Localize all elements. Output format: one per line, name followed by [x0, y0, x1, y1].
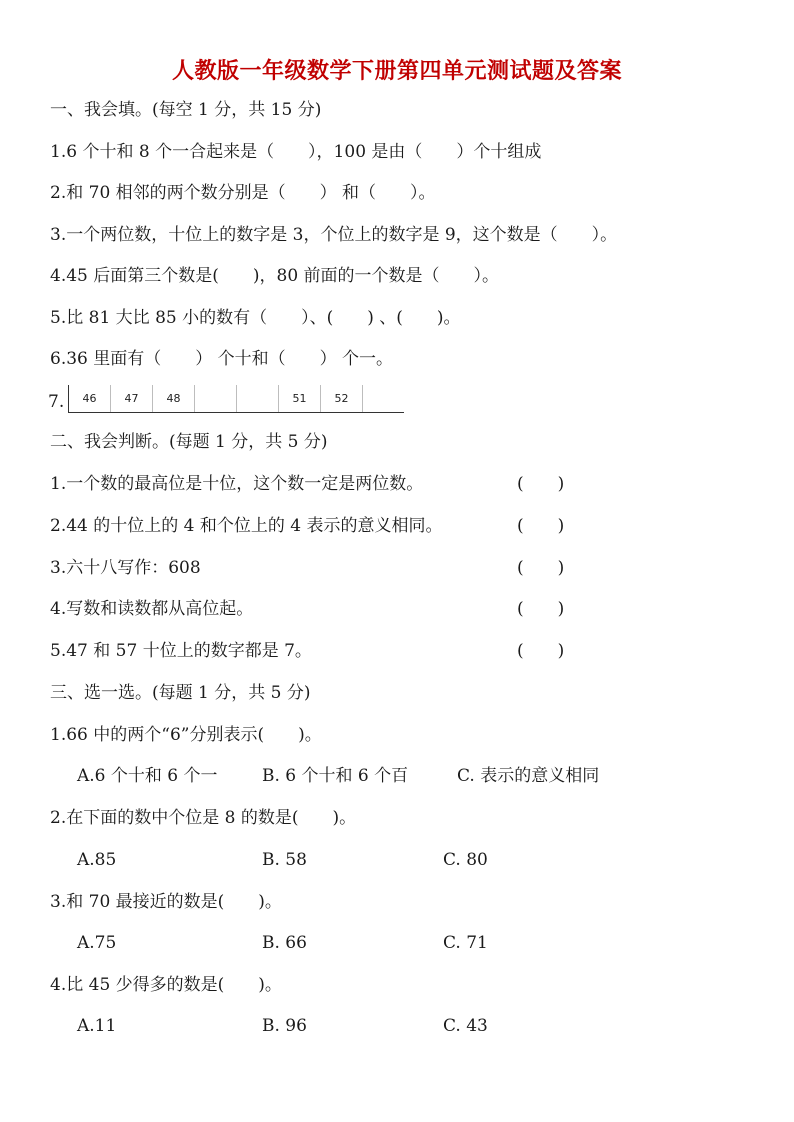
choice-option-a: A.85 [77, 850, 117, 870]
section2-heading: 二、我会判断。(每题 1 分，共 5 分) [50, 432, 328, 452]
number-cell: 51 [279, 385, 321, 412]
choice-option-c: C. 表示的意义相同 [457, 766, 600, 786]
number-line-table [68, 385, 404, 413]
section3-heading: 三、选一选。(每题 1 分，共 5 分) [50, 683, 311, 703]
number-cell: 46 [69, 385, 111, 412]
fill-question-4: 4.45 后面第三个数是( )，80 前面的一个数是（ ）。 [50, 266, 500, 286]
number-cell: 47 [111, 385, 153, 412]
judge-bracket: ( ) [517, 558, 565, 578]
page-title: 人教版一年级数学下册第四单元测试题及答案 [171, 59, 622, 84]
judge-bracket: ( ) [517, 516, 565, 536]
judge-bracket: ( ) [517, 474, 565, 494]
fill-question-6: 6.36 里面有（ ） 个十和（ ） 个一。 [50, 349, 394, 369]
number-cell-blank [363, 385, 404, 412]
fill-question-7-label: 7. [48, 392, 65, 412]
fill-question-2: 2.和 70 相邻的两个数分别是（ ） 和（ ）。 [50, 183, 436, 203]
choice-option-a: A.75 [77, 933, 117, 953]
choice-question-4: 4.比 45 少得多的数是( )。 [50, 975, 282, 995]
judge-question-2: 2.44 的十位上的 4 和个位上的 4 表示的意义相同。 [50, 516, 443, 536]
number-cell-blank [237, 385, 279, 412]
judge-bracket: ( ) [517, 599, 565, 619]
fill-question-1: 1.6 个十和 8 个一合起来是（ ），100 是由（ ）个十组成 [50, 142, 542, 162]
choice-option-b: B. 6 个十和 6 个百 [262, 766, 409, 786]
choice-option-c: C. 80 [443, 850, 488, 870]
choice-option-b: B. 66 [262, 933, 307, 953]
choice-question-2: 2.在下面的数中个位是 8 的数是( )。 [50, 808, 357, 828]
judge-bracket: ( ) [517, 641, 565, 661]
number-cell: 52 [321, 385, 363, 412]
choice-option-c: C. 43 [443, 1016, 488, 1036]
number-cell-blank [195, 385, 237, 412]
choice-question-3: 3.和 70 最接近的数是( )。 [50, 892, 282, 912]
choice-option-a: A.11 [77, 1016, 117, 1036]
section1-heading: 一、我会填。(每空 1 分，共 15 分) [50, 100, 322, 120]
choice-question-1: 1.66 中的两个“6”分别表示( )。 [50, 725, 322, 745]
choice-option-a: A.6 个十和 6 个一 [77, 766, 218, 786]
fill-question-5: 5.比 81 大比 85 小的数有（ ）、( ) 、( )。 [50, 308, 461, 328]
judge-question-4: 4.写数和读数都从高位起。 [50, 599, 254, 619]
choice-option-c: C. 71 [443, 933, 488, 953]
choice-option-b: B. 96 [262, 1016, 307, 1036]
judge-question-1: 1.一个数的最高位是十位，这个数一定是两位数。 [50, 474, 424, 494]
judge-question-5: 5.47 和 57 十位上的数字都是 7。 [50, 641, 312, 661]
number-cell: 48 [153, 385, 195, 412]
fill-question-3: 3.一个两位数，十位上的数字是 3，个位上的数字是 9，这个数是（ ）。 [50, 225, 618, 245]
choice-option-b: B. 58 [262, 850, 307, 870]
judge-question-3: 3.六十八写作：608 [50, 558, 201, 578]
